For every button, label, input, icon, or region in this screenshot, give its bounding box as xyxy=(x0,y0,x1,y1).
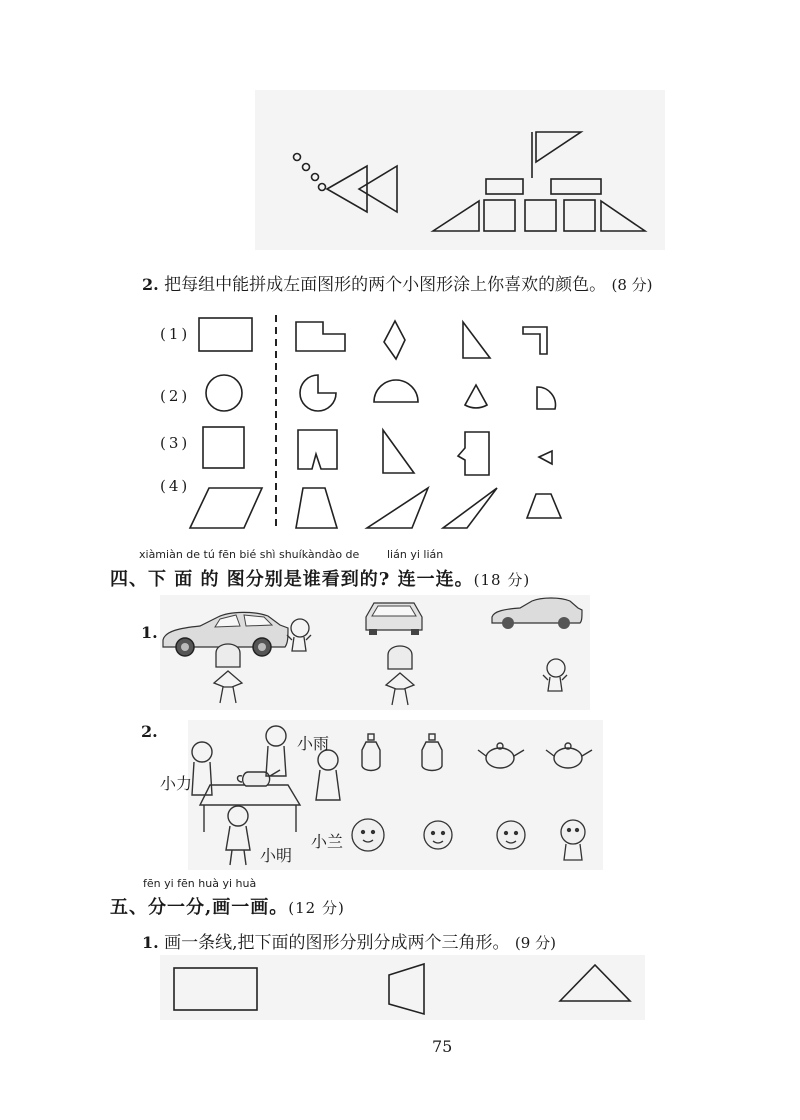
ship-shapes-figure xyxy=(255,90,665,250)
face-4 xyxy=(561,820,585,860)
teapot-view-4 xyxy=(546,743,592,768)
r3-option-small-triangle[interactable] xyxy=(539,451,552,464)
section5-title xyxy=(110,893,345,919)
s5-q1-number: 1. xyxy=(142,933,159,952)
girl-back-figure-2 xyxy=(386,646,414,705)
s5-q1-heading xyxy=(142,928,556,953)
section5-pinyin: fēn yi fēn huà yi huà xyxy=(143,877,257,890)
s5-q1-score: (9 分) xyxy=(514,934,556,952)
upper-rect-left xyxy=(486,179,523,194)
hull-square-2 xyxy=(525,200,556,231)
q2-row-label-2: (2) xyxy=(160,387,191,405)
r1-target-rectangle[interactable] xyxy=(199,318,252,351)
s5-trapezoid[interactable] xyxy=(389,964,424,1014)
section4-title-text: 四、下 面 的 图分别是谁看到的? 连一连。 xyxy=(110,569,474,590)
car-side-view-2 xyxy=(492,598,582,629)
r1-option-step-shape[interactable] xyxy=(296,322,345,351)
r4-option-trapezoid[interactable] xyxy=(296,488,337,528)
q2-row-label-4: (4) xyxy=(160,477,191,495)
hull-square-1 xyxy=(484,200,515,231)
s4-q2-figure xyxy=(188,720,603,870)
r2-option-pacman[interactable] xyxy=(300,375,336,411)
name-xiaolan: 小兰 xyxy=(311,832,344,851)
s5-q1-text: 画一条线,把下面的图形分别分成两个三角形。 xyxy=(164,933,510,953)
teapot-view-2 xyxy=(422,734,442,771)
face-1 xyxy=(352,819,384,851)
r3-option-notched-square[interactable] xyxy=(298,430,337,469)
s4-q1-number: 1. xyxy=(141,623,158,642)
q2-number: 2. xyxy=(142,275,159,294)
r3-option-tall-triangle[interactable] xyxy=(383,430,414,473)
arrow-triangle-left xyxy=(327,166,367,212)
section5-score: (12 分) xyxy=(288,899,345,917)
name-xiaoyu: 小雨 xyxy=(297,734,330,753)
q2-row-label-3: (3) xyxy=(160,434,191,452)
teapot-view-1 xyxy=(362,734,380,771)
page-number: 75 xyxy=(432,1037,453,1056)
small-circles xyxy=(294,154,326,191)
name-xiaoming: 小明 xyxy=(260,846,293,865)
boy-figure xyxy=(287,619,311,651)
r4-target-parallelogram[interactable] xyxy=(190,488,262,528)
r4-option-triangle-b[interactable] xyxy=(443,488,497,528)
r4-option-triangle-a[interactable] xyxy=(367,488,428,528)
q2-row-label-1: (1) xyxy=(160,325,191,343)
q2-heading xyxy=(142,270,653,295)
arrow-triangle-right xyxy=(359,166,397,212)
section4-score: (18 分) xyxy=(473,571,531,589)
teapot-view-3 xyxy=(478,743,524,768)
r2-option-sector[interactable] xyxy=(465,385,487,408)
r1-option-kite[interactable] xyxy=(384,321,405,359)
section4-title xyxy=(110,565,530,591)
car-front-view xyxy=(366,603,422,635)
s5-q1-figure xyxy=(160,955,645,1020)
r3-option-notched-rect[interactable] xyxy=(458,432,489,475)
r1-option-triangle[interactable] xyxy=(463,322,490,358)
upper-rect-right xyxy=(551,179,601,194)
girl-back-figure xyxy=(214,644,242,703)
hull-triangle-left xyxy=(433,201,479,231)
boy-figure-2 xyxy=(543,659,567,691)
r4-option-small-trapezoid[interactable] xyxy=(527,494,561,518)
section5-title-text: 五、分一分,画一画。 xyxy=(110,897,289,918)
hull-square-3 xyxy=(564,200,595,231)
section4-pinyin-b: lián yi lián xyxy=(387,548,444,561)
name-xiaoli: 小力 xyxy=(160,774,193,793)
q2-text: 把每组中能拼成左面图形的两个小图形涂上你喜欢的颜色。 xyxy=(164,275,607,295)
r2-target-circle[interactable] xyxy=(206,375,242,411)
hull-triangle-right xyxy=(601,201,645,231)
q2-score: (8 分) xyxy=(611,276,653,294)
r3-target-square[interactable] xyxy=(203,427,244,468)
face-3 xyxy=(497,821,525,849)
flag xyxy=(536,132,581,162)
section4-pinyin-a: xiàmiàn de tú fēn bié shì shuíkàndào de xyxy=(139,548,360,561)
q2-shapes-grid xyxy=(150,300,600,540)
r1-option-l-shape[interactable] xyxy=(523,327,547,354)
s4-q2-number: 2. xyxy=(141,722,158,741)
face-2 xyxy=(424,821,452,849)
s5-rectangle[interactable] xyxy=(174,968,257,1010)
r2-option-quarter[interactable] xyxy=(537,387,555,409)
s4-q1-figure xyxy=(160,595,590,710)
r2-option-semicircle[interactable] xyxy=(374,380,418,402)
s5-triangle[interactable] xyxy=(560,965,630,1001)
